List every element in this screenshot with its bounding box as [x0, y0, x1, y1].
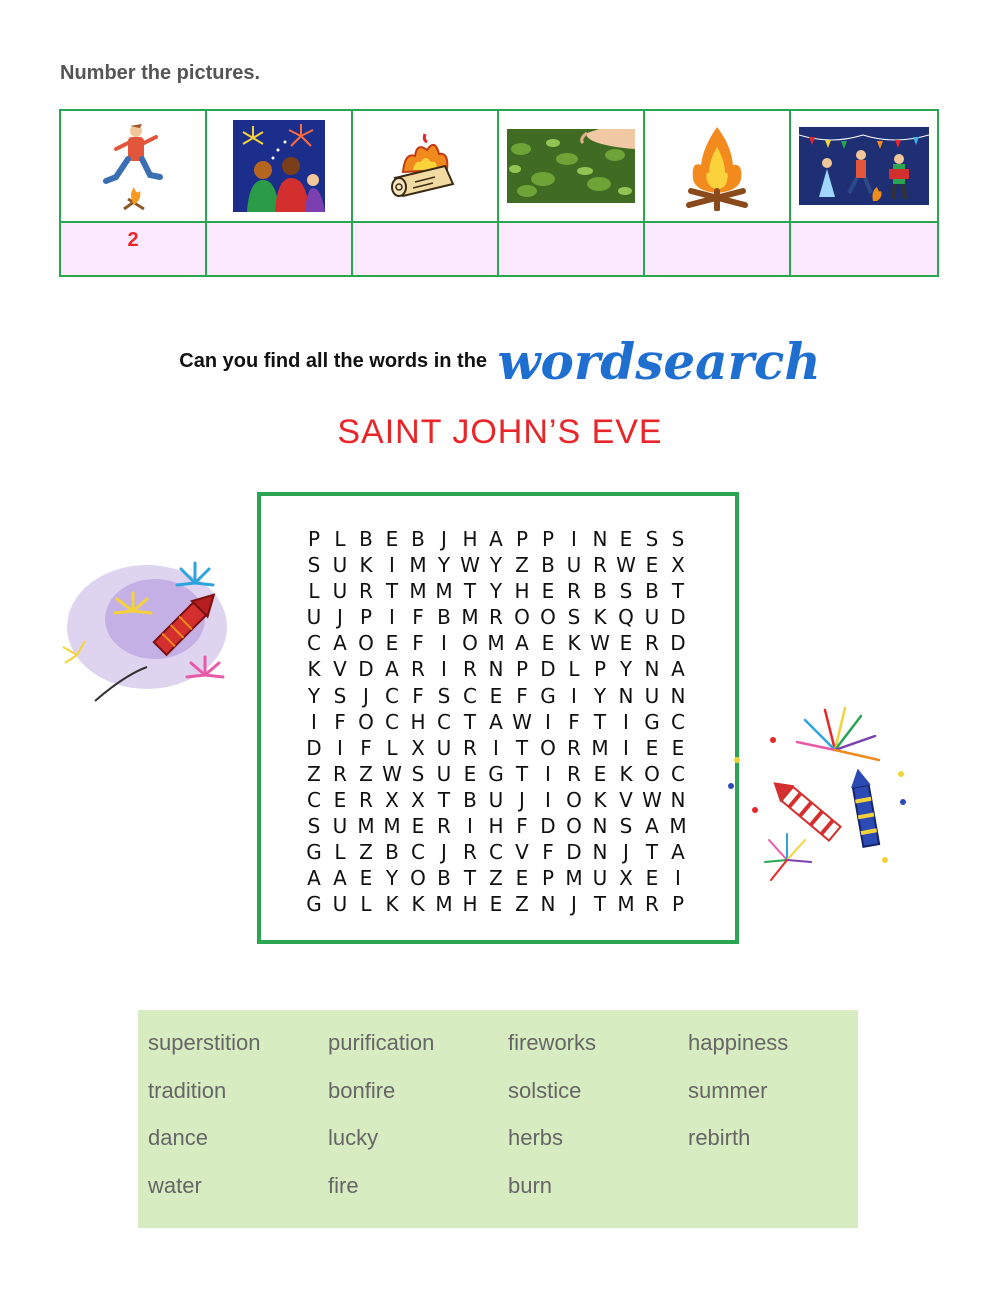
- word-item: [678, 1171, 858, 1219]
- grid-letter[interactable]: U: [592, 866, 608, 891]
- grid-letter[interactable]: U: [488, 787, 504, 812]
- grid-letter[interactable]: S: [567, 605, 581, 630]
- grid-letter[interactable]: H: [410, 709, 426, 734]
- grid-letter[interactable]: O: [540, 735, 556, 760]
- grid-letter[interactable]: I: [545, 761, 551, 786]
- grid-letter[interactable]: F: [516, 814, 528, 839]
- grid-letter[interactable]: I: [545, 787, 551, 812]
- grid-letter[interactable]: U: [566, 553, 582, 578]
- grid-letter[interactable]: T: [515, 761, 529, 786]
- grid-letter[interactable]: T: [593, 709, 607, 734]
- grid-letter[interactable]: O: [410, 866, 426, 891]
- grid-letter[interactable]: E: [385, 631, 399, 656]
- grid-letter[interactable]: I: [493, 735, 499, 760]
- grid-letter[interactable]: M: [565, 866, 583, 891]
- grid-letter[interactable]: S: [307, 553, 321, 578]
- grid-letter[interactable]: Y: [437, 553, 451, 578]
- grid-letter[interactable]: K: [619, 761, 633, 786]
- grid-letter[interactable]: M: [617, 892, 635, 917]
- grid-letter[interactable]: T: [385, 579, 399, 604]
- grid-letter[interactable]: L: [568, 657, 580, 682]
- grid-letter[interactable]: E: [541, 579, 555, 604]
- instruction-text: Number the pictures.: [60, 62, 261, 84]
- grid-letter[interactable]: H: [462, 527, 478, 551]
- grid-letter[interactable]: A: [307, 866, 321, 891]
- grid-letter[interactable]: R: [463, 840, 477, 865]
- number-cell-1[interactable]: 2: [61, 223, 207, 275]
- grid-letter[interactable]: B: [359, 527, 373, 551]
- grid-letter[interactable]: I: [623, 709, 629, 734]
- grid-letter[interactable]: X: [619, 866, 633, 891]
- grid-letter[interactable]: J: [571, 892, 577, 917]
- grid-letter[interactable]: E: [541, 631, 555, 656]
- grid-letter[interactable]: P: [593, 657, 607, 682]
- grid-letter[interactable]: I: [441, 657, 447, 682]
- grid-letter[interactable]: M: [383, 814, 401, 839]
- grid-letter[interactable]: N: [618, 683, 634, 708]
- picture-cell-1: [61, 111, 207, 223]
- word-item: lucky: [328, 1125, 379, 1150]
- grid-letter[interactable]: M: [409, 553, 427, 578]
- grid-letter[interactable]: H: [514, 579, 530, 604]
- grid-letter[interactable]: S: [619, 579, 633, 604]
- grid-letter[interactable]: R: [567, 735, 581, 760]
- grid-letter[interactable]: P: [541, 866, 555, 891]
- number-cell-6[interactable]: [791, 223, 937, 275]
- grid-letter[interactable]: Y: [307, 683, 321, 708]
- grid-letter[interactable]: C: [463, 683, 477, 708]
- grid-letter[interactable]: T: [515, 735, 529, 760]
- grid-letter[interactable]: M: [461, 605, 479, 630]
- fireworks-crowd-icon: [233, 120, 325, 212]
- grid-letter[interactable]: O: [358, 631, 374, 656]
- grid-letter[interactable]: K: [593, 605, 607, 630]
- grid-letter[interactable]: I: [545, 709, 551, 734]
- word-item: burn: [508, 1172, 553, 1198]
- firework-rocket-left-icon: [55, 555, 235, 710]
- grid-letter[interactable]: F: [516, 683, 528, 708]
- grid-letter[interactable]: J: [441, 840, 447, 865]
- grid-letter[interactable]: U: [332, 814, 348, 839]
- grid-letter[interactable]: V: [333, 657, 347, 682]
- grid-row: [301, 891, 691, 917]
- word-item: herbs: [508, 1125, 564, 1150]
- grid-letter[interactable]: Z: [489, 866, 503, 891]
- grid-letter[interactable]: Z: [515, 553, 529, 578]
- subtitle: SAINT JOHN’S EVE: [337, 413, 663, 451]
- grid-letter[interactable]: S: [671, 527, 685, 551]
- word-item: fireworks: [508, 1030, 597, 1055]
- grid-letter[interactable]: B: [463, 787, 477, 812]
- grid-letter[interactable]: N: [488, 657, 504, 682]
- grid-letter[interactable]: Y: [619, 657, 633, 682]
- grid-letter[interactable]: P: [307, 527, 321, 551]
- grid-letter[interactable]: K: [307, 657, 321, 682]
- grid-row: [301, 552, 691, 578]
- wordsearch-heading: [0, 332, 1000, 391]
- wordsearch-grid: [257, 492, 739, 944]
- grid-letter[interactable]: G: [306, 840, 322, 865]
- grid-letter[interactable]: I: [337, 735, 343, 760]
- number-cell-2[interactable]: [207, 223, 353, 275]
- grid-letter[interactable]: A: [333, 866, 347, 891]
- grid-letter[interactable]: B: [437, 866, 451, 891]
- grid-letter[interactable]: Z: [307, 761, 321, 786]
- grid-row: [301, 656, 691, 682]
- grid-letter[interactable]: Y: [385, 866, 399, 891]
- grid-letter[interactable]: F: [334, 709, 346, 734]
- grid-letter[interactable]: N: [540, 892, 556, 917]
- grid-letter[interactable]: O: [566, 787, 582, 812]
- grid-letter[interactable]: L: [386, 735, 398, 760]
- grid-letter[interactable]: Y: [489, 579, 503, 604]
- grid-letter[interactable]: C: [307, 631, 321, 656]
- jumping-over-bonfire-icon: [98, 119, 168, 214]
- grid-letter[interactable]: M: [435, 579, 453, 604]
- word-item: dance: [148, 1125, 208, 1150]
- grid-letter[interactable]: T: [645, 840, 659, 865]
- grid-letter[interactable]: F: [412, 605, 424, 630]
- grid-letter[interactable]: C: [411, 840, 425, 865]
- grid-letter[interactable]: Y: [593, 683, 607, 708]
- word-item: happiness: [688, 1030, 789, 1055]
- grid-letter[interactable]: X: [671, 553, 685, 578]
- grid-letter[interactable]: G: [644, 709, 660, 734]
- grid-letter[interactable]: R: [567, 761, 581, 786]
- grid-letter[interactable]: E: [489, 892, 503, 917]
- grid-letter[interactable]: M: [591, 735, 609, 760]
- grid-letter[interactable]: F: [360, 735, 372, 760]
- grid-letter[interactable]: O: [462, 631, 478, 656]
- grid-letter[interactable]: R: [567, 579, 581, 604]
- grid-letter[interactable]: R: [359, 787, 373, 812]
- grid-letter[interactable]: F: [412, 631, 424, 656]
- grid-letter[interactable]: M: [409, 579, 427, 604]
- grid-letter[interactable]: R: [463, 657, 477, 682]
- picture-cell-5: [645, 111, 791, 223]
- grid-letter[interactable]: B: [593, 579, 607, 604]
- word-item: solstice: [508, 1077, 582, 1103]
- grid-letter[interactable]: J: [363, 683, 369, 708]
- grid-letter[interactable]: C: [385, 683, 399, 708]
- grid-letter[interactable]: P: [671, 892, 685, 917]
- grid-letter[interactable]: W: [512, 709, 532, 734]
- grid-letter[interactable]: C: [671, 709, 685, 734]
- grid-letter[interactable]: E: [619, 631, 633, 656]
- grid-letter[interactable]: S: [437, 683, 451, 708]
- grid-letter[interactable]: E: [385, 527, 399, 551]
- grid-row: [301, 709, 691, 735]
- grid-row: [301, 683, 691, 709]
- grid-row: [301, 813, 691, 839]
- grid-letter[interactable]: N: [670, 683, 686, 708]
- grid-row: [301, 865, 691, 891]
- grid-letter[interactable]: E: [593, 761, 607, 786]
- heading-question: Can you find all the words in the: [179, 350, 488, 372]
- grid-letter[interactable]: K: [411, 892, 425, 917]
- grid-letter[interactable]: E: [671, 735, 685, 760]
- grid-letter[interactable]: T: [463, 866, 477, 891]
- word-item: purification: [328, 1030, 435, 1055]
- picture-cell-2: [207, 111, 353, 223]
- word-item: rebirth: [688, 1125, 751, 1150]
- grid-letter[interactable]: C: [671, 761, 685, 786]
- grid-row: [301, 630, 691, 656]
- grid-letter[interactable]: G: [540, 683, 556, 708]
- grid-letter[interactable]: A: [671, 657, 685, 682]
- word-item: tradition: [148, 1077, 227, 1103]
- grid-letter[interactable]: C: [437, 709, 451, 734]
- grid-letter[interactable]: E: [645, 735, 659, 760]
- grid-letter[interactable]: A: [489, 709, 503, 734]
- grid-letter[interactable]: C: [489, 840, 503, 865]
- grid-letter[interactable]: I: [441, 631, 447, 656]
- grid-letter[interactable]: R: [463, 735, 477, 760]
- grid-letter[interactable]: W: [616, 553, 636, 578]
- grid-letter[interactable]: I: [623, 735, 629, 760]
- grid-letter[interactable]: F: [542, 840, 554, 865]
- grid-letter[interactable]: X: [385, 787, 399, 812]
- grid-letter[interactable]: K: [385, 892, 399, 917]
- grid-letter[interactable]: K: [567, 631, 581, 656]
- grid-letter[interactable]: B: [645, 579, 659, 604]
- grid-letter[interactable]: B: [541, 553, 555, 578]
- grid-letter[interactable]: M: [435, 892, 453, 917]
- grid-letter[interactable]: L: [308, 579, 320, 604]
- grid-letter[interactable]: L: [334, 840, 346, 865]
- picture-cell-4: [499, 111, 645, 223]
- grid-row: [301, 578, 691, 604]
- grid-letter[interactable]: O: [644, 761, 660, 786]
- grid-letter[interactable]: K: [593, 787, 607, 812]
- grid-letter[interactable]: J: [519, 787, 525, 812]
- heading-wordsearch: wordsearch: [497, 332, 821, 391]
- grid-letter[interactable]: G: [306, 892, 322, 917]
- grid-letter[interactable]: A: [489, 527, 503, 551]
- grid-letter[interactable]: M: [487, 631, 505, 656]
- grid-letter[interactable]: T: [671, 579, 685, 604]
- grid-letter[interactable]: S: [411, 761, 425, 786]
- grid-letter[interactable]: I: [311, 709, 317, 734]
- grid-letter[interactable]: P: [359, 605, 373, 630]
- grid-letter[interactable]: R: [359, 579, 373, 604]
- grid-row: [301, 604, 691, 630]
- grid-letter[interactable]: E: [333, 787, 347, 812]
- grid-letter[interactable]: D: [306, 735, 322, 760]
- grid-letter[interactable]: H: [462, 892, 478, 917]
- grid-letter[interactable]: E: [645, 553, 659, 578]
- grid-letter[interactable]: M: [669, 814, 687, 839]
- grid-letter[interactable]: A: [515, 631, 529, 656]
- grid-letter[interactable]: Z: [359, 840, 373, 865]
- grid-letter[interactable]: S: [333, 683, 347, 708]
- grid-letter[interactable]: F: [412, 683, 424, 708]
- burning-log-icon: [385, 126, 465, 206]
- grid-letter[interactable]: R: [645, 631, 659, 656]
- grid-letter[interactable]: R: [593, 553, 607, 578]
- picture-table: [59, 109, 939, 277]
- word-item: water: [148, 1172, 202, 1198]
- grid-letter[interactable]: Z: [515, 892, 529, 917]
- grid-letter[interactable]: V: [515, 840, 529, 865]
- grid-letter[interactable]: D: [540, 814, 556, 839]
- word-item: superstition: [148, 1030, 261, 1055]
- word-item: bonfire: [328, 1077, 396, 1103]
- grid-letter[interactable]: T: [437, 787, 451, 812]
- number-cell-4[interactable]: [499, 223, 645, 275]
- grid-letter[interactable]: S: [307, 814, 321, 839]
- dancing-people-icon: [799, 127, 929, 205]
- grid-letter[interactable]: O: [566, 814, 582, 839]
- grid-letter[interactable]: E: [411, 814, 425, 839]
- grid-letter[interactable]: W: [642, 787, 662, 812]
- grid-letter[interactable]: J: [441, 527, 447, 551]
- grid-letter[interactable]: I: [675, 866, 681, 891]
- grid-letter[interactable]: I: [467, 814, 473, 839]
- grid-letter[interactable]: P: [515, 657, 529, 682]
- grid-letter[interactable]: I: [571, 527, 577, 551]
- grid-letter[interactable]: E: [489, 683, 503, 708]
- grid-letter[interactable]: S: [645, 527, 659, 551]
- grid-letter[interactable]: J: [337, 605, 343, 630]
- grid-letter[interactable]: N: [644, 657, 660, 682]
- grid-letter[interactable]: D: [358, 657, 374, 682]
- grid-row: [301, 787, 691, 813]
- grid-letter[interactable]: E: [515, 866, 529, 891]
- grid-letter[interactable]: S: [619, 814, 633, 839]
- grid-letter[interactable]: R: [411, 657, 425, 682]
- grid-letter[interactable]: B: [411, 527, 425, 551]
- grid-letter[interactable]: M: [357, 814, 375, 839]
- grid-letter[interactable]: Z: [359, 761, 373, 786]
- grid-letter[interactable]: B: [437, 605, 451, 630]
- picture-cell-3: [353, 111, 499, 223]
- grid-letter[interactable]: L: [334, 527, 346, 551]
- grid-letter[interactable]: C: [385, 709, 399, 734]
- grid-letter[interactable]: U: [332, 579, 348, 604]
- grid-letter[interactable]: R: [645, 892, 659, 917]
- grid-letter[interactable]: U: [332, 553, 348, 578]
- grid-letter[interactable]: C: [307, 787, 321, 812]
- grid-letter[interactable]: A: [385, 657, 399, 682]
- grid-letter[interactable]: G: [488, 761, 504, 786]
- grid-letter[interactable]: E: [619, 527, 633, 551]
- grid-row: [301, 735, 691, 761]
- grid-letter[interactable]: N: [670, 787, 686, 812]
- grid-letter[interactable]: D: [670, 605, 686, 630]
- grid-letter[interactable]: W: [590, 631, 610, 656]
- picture-cell-6: [791, 111, 937, 223]
- grid-letter[interactable]: H: [488, 814, 504, 839]
- grid-letter[interactable]: K: [359, 553, 373, 578]
- grid-letter[interactable]: U: [436, 735, 452, 760]
- grid-letter[interactable]: U: [306, 605, 322, 630]
- grid-letter[interactable]: D: [670, 631, 686, 656]
- grid-row: [301, 839, 691, 865]
- grid-letter[interactable]: E: [359, 866, 373, 891]
- grid-letter[interactable]: O: [358, 709, 374, 734]
- grid-letter[interactable]: U: [644, 605, 660, 630]
- grid-letter[interactable]: D: [566, 840, 582, 865]
- grid-letter[interactable]: I: [571, 683, 577, 708]
- grid-letter[interactable]: N: [592, 527, 608, 551]
- grid-row: [301, 526, 691, 552]
- grid-letter[interactable]: W: [382, 761, 402, 786]
- herbs-icon: [507, 129, 635, 203]
- grid-letter[interactable]: Q: [618, 605, 634, 630]
- grid-letter[interactable]: P: [515, 527, 529, 551]
- grid-letter[interactable]: U: [436, 761, 452, 786]
- grid-letter[interactable]: J: [623, 840, 629, 865]
- grid-letter[interactable]: T: [463, 579, 477, 604]
- grid-letter[interactable]: I: [389, 553, 395, 578]
- bonfire-icon: [681, 121, 753, 211]
- grid-letter[interactable]: T: [593, 892, 607, 917]
- grid-row: [301, 761, 691, 787]
- grid-letter[interactable]: O: [514, 605, 530, 630]
- letter-grid: [301, 526, 691, 917]
- grid-letter[interactable]: D: [540, 657, 556, 682]
- grid-letter[interactable]: N: [592, 840, 608, 865]
- grid-letter[interactable]: P: [541, 527, 555, 551]
- grid-letter[interactable]: U: [332, 892, 348, 917]
- grid-letter[interactable]: X: [411, 735, 425, 760]
- grid-letter[interactable]: F: [568, 709, 580, 734]
- grid-letter[interactable]: R: [489, 605, 503, 630]
- grid-letter[interactable]: Y: [489, 553, 503, 578]
- word-item: summer: [688, 1077, 768, 1103]
- grid-letter[interactable]: R: [333, 761, 347, 786]
- grid-letter[interactable]: U: [644, 683, 660, 708]
- grid-letter[interactable]: R: [437, 814, 451, 839]
- grid-letter[interactable]: E: [463, 761, 477, 786]
- grid-letter[interactable]: X: [411, 787, 425, 812]
- grid-letter[interactable]: A: [671, 840, 685, 865]
- word-item: fire: [328, 1172, 359, 1198]
- grid-letter[interactable]: W: [460, 553, 480, 578]
- grid-letter[interactable]: I: [389, 605, 395, 630]
- grid-letter[interactable]: B: [385, 840, 399, 865]
- number-cell-3[interactable]: [353, 223, 499, 275]
- number-cell-5[interactable]: [645, 223, 791, 275]
- word-list: [138, 1010, 858, 1228]
- grid-letter[interactable]: A: [333, 631, 347, 656]
- grid-letter[interactable]: O: [540, 605, 556, 630]
- grid-letter[interactable]: T: [463, 709, 477, 734]
- grid-letter[interactable]: V: [619, 787, 633, 812]
- grid-letter[interactable]: E: [645, 866, 659, 891]
- grid-letter[interactable]: A: [645, 814, 659, 839]
- grid-letter[interactable]: L: [360, 892, 372, 917]
- firework-rockets-right-icon: [725, 690, 915, 900]
- grid-letter[interactable]: N: [592, 814, 608, 839]
